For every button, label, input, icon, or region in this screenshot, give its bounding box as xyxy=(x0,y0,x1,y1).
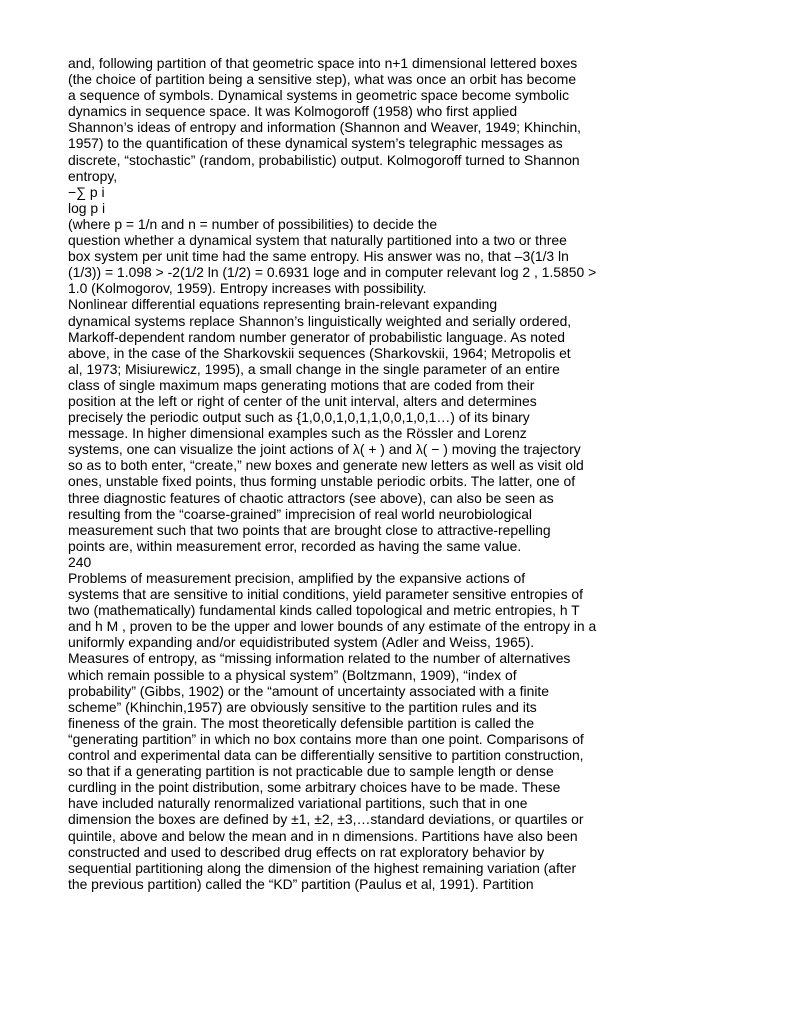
text-line: the previous partition) called the “KD” partition (Paulus et al, 1991). Partition xyxy=(68,875,534,892)
text-line: (the choice of partition being a sensitive step), what was once an orbit has become xyxy=(68,71,577,88)
formula-line: −∑ p i xyxy=(68,183,105,200)
text-line: a sequence of symbols. Dynamical systems in geometric space become symbolic xyxy=(68,87,570,104)
text-line: question whether a dynamical system that naturally partitioned into a two or three xyxy=(68,232,567,249)
text-line: discrete, “stochastic” (random, probabilistic) output. Kolmogoroff turned to Shannon xyxy=(68,151,580,168)
text-line: ones, unstable fixed points, thus forming unstable periodic orbits. The latter, one of xyxy=(68,473,576,490)
text-line: probability” (Gibbs, 1902) or the “amount of uncertainty associated with a finite xyxy=(68,682,550,699)
text-line: 1957) to the quantification of these dynamical system’s telegraphic messages as xyxy=(68,135,563,152)
text-line: fineness of the grain. The most theoretically defensible partition is called the xyxy=(68,714,535,731)
text-line: points are, within measurement error, recorded as having the same value. xyxy=(68,537,522,554)
text-line: so as to both enter, “create,” new boxes and generate new letters as well as visit old xyxy=(68,457,584,474)
text-line: dynamics in sequence space. It was Kolmogoroff (1958) who first applied xyxy=(68,103,518,120)
text-line: quintile, above and below the mean and in n dimensions. Partitions have also been xyxy=(68,827,578,844)
text-line: dimension the boxes are defined by ±1, ±2, ±3,…standard deviations, or quartiles or xyxy=(68,811,584,828)
text-line: two (mathematically) fundamental kinds called topological and metric entropies, h T xyxy=(68,602,580,619)
text-line: above, in the case of the Sharkovskii sequences (Sharkovskii, 1964; Metropolis et xyxy=(68,344,571,361)
text-line: al, 1973; Misiurewicz, 1995), a small change in the single parameter of an entire xyxy=(68,360,560,377)
text-line: 1.0 (Kolmogorov, 1959). Entropy increases with possibility. xyxy=(68,280,427,297)
text-line: control and experimental data can be differentially sensitive to partition construction, xyxy=(68,747,584,764)
text-line: have included naturally renormalized variational partitions, such that in one xyxy=(68,795,528,812)
text-line: systems that are sensitive to initial conditions, yield parameter sensitive entropies of xyxy=(68,586,583,603)
text-line: systems, one can visualize the joint actions of λ( + ) and λ( − ) moving the trajectory xyxy=(68,441,581,458)
text-line: message. In higher dimensional examples such as the Rössler and Lorenz xyxy=(68,425,527,442)
text-line: box system per unit time had the same entropy. His answer was no, that –3(1/3 ln xyxy=(68,248,569,265)
document-page xyxy=(68,55,793,892)
text-line: and, following partition of that geometric space into n+1 dimensional lettered boxes xyxy=(68,55,578,71)
text-line: resulting from the “coarse-grained” imprecision of real world neurobiological xyxy=(68,505,533,522)
text-line: Shannon’s ideas of entropy and information (Shannon and Weaver, 1949; Khinchin, xyxy=(68,119,582,136)
text-line: which remain possible to a physical system” (Boltzmann, 1909), “index of xyxy=(68,666,517,683)
text-line: “generating partition” in which no box contains more than one point. Comparisons of xyxy=(68,730,584,747)
text-line: so that if a generating partition is not practicable due to sample length or dense xyxy=(68,763,554,780)
text-line: scheme” (Khinchin,1957) are obviously sensitive to the partition rules and its xyxy=(68,698,537,715)
text-line: position at the left or right of center of the unit interval, alters and determines xyxy=(68,392,537,409)
text-line: Measures of entropy, as “missing information related to the number of alternatives xyxy=(68,650,571,667)
text-line: and h M , proven to be the upper and lower bounds of any estimate of the entropy in a xyxy=(68,618,597,635)
text-line: (1/3)) = 1.098 > -2(1/2 ln (1/2) = 0.6931 loge and in computer relevant log 2 , 1.5850 > xyxy=(68,264,597,281)
text-line: class of single maximum maps generating motions that are coded from their xyxy=(68,376,535,393)
text-line: Nonlinear differential equations representing brain-relevant expanding xyxy=(68,296,498,313)
text-line: dynamical systems replace Shannon’s linguistically weighted and serially ordered, xyxy=(68,312,572,329)
text-line: (where p = 1/n and n = number of possibilities) to decide the xyxy=(68,215,438,232)
formula-line: log p i xyxy=(68,199,106,216)
text-line: three diagnostic features of chaotic attractors (see above), can also be seen as xyxy=(68,489,554,506)
text-line: curdling in the point distribution, some arbitrary choices have to be made. These xyxy=(68,779,561,796)
text-line: sequential partitioning along the dimension of the highest remaining variation (after xyxy=(68,859,577,876)
text-line: Problems of measurement precision, amplified by the expansive actions of xyxy=(68,570,526,586)
text-line: constructed and used to described drug effects on rat exploratory behavior by xyxy=(68,843,545,860)
text-line: measurement such that two points that are brought close to attractive-repelling xyxy=(68,521,551,538)
text-line: entropy, xyxy=(68,167,118,184)
text-line: Markoff-dependent random number generator of probabilistic language. As noted xyxy=(68,328,566,345)
page-number: 240 xyxy=(68,553,92,570)
text-line: uniformly expanding and/or equidistributed system (Adler and Weiss, 1965). xyxy=(68,634,535,651)
text-line: precisely the periodic output such as {1,0,0,1,0,1,1,0,0,1,0,1…) of its binary xyxy=(68,409,530,426)
